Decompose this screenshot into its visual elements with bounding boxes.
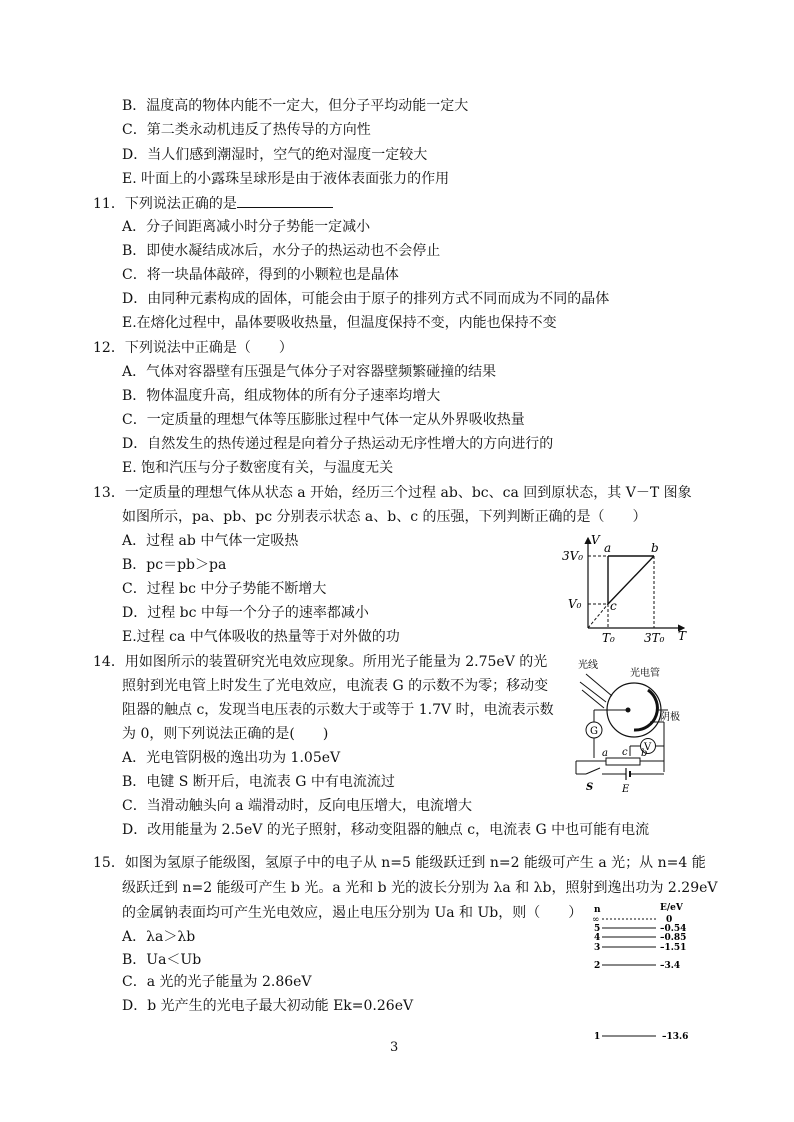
q13-stem-line2: 如图所示，pa、pb、pc 分别表示状态 a、b、c 的压强，下列判断正确的是（ ） (122, 509, 647, 525)
vt-label-c: c (610, 599, 617, 613)
q14-option-a: A．光电管阴极的逸出功为 1.05eV (122, 750, 341, 766)
q12-option-d: D．自然发生的热传递过程是向着分子热运动无序性增大的方向进行的 (122, 436, 554, 452)
level-e-inf: 0 (666, 915, 673, 925)
vt-label-t: T (678, 629, 687, 643)
tube-cathode (634, 690, 657, 730)
q11-option-b: B．即使水凝结成冰后，水分子的热运动也不会停止 (122, 243, 441, 259)
q14-stem-line4: 为 0，则下列说法正确的是( ) (122, 726, 329, 742)
q15-option-c: C．a 光的光子能量为 2.86eV (122, 974, 312, 990)
q13-option-e: E.过程 ca 中气体吸收的热量等于对外做的功 (122, 629, 400, 645)
level-header-e: E/eV (660, 903, 683, 913)
q13-option-d: D．过程 bc 中每一个分子的速率都减小 (122, 605, 369, 621)
switch-s (586, 768, 600, 774)
vt-label-a: a (604, 541, 612, 555)
level-n-4: 4 (594, 933, 601, 943)
level-n-inf: ∞ (592, 915, 600, 925)
q15-stem-line3: 的金属钠表面均可产生光电效应，遏止电压分别为 Ua 和 Ub，则（ ） (122, 905, 583, 921)
vt-label-t0: T₀ (602, 631, 615, 644)
vt-label-3v0: 3V₀ (562, 549, 584, 563)
vt-graph-figure (560, 532, 690, 644)
level-header-n: n (594, 905, 601, 915)
light-ray-1 (586, 674, 612, 696)
vt-process-bc (608, 556, 654, 604)
level-e-3: –1.51 (660, 943, 687, 953)
light-ray-3 (582, 690, 604, 708)
circuit-label-c: c (622, 747, 628, 758)
q15-option-b: B．Ua＜Ub (122, 952, 202, 968)
q14-option-d: D．改用能量为 2.5eV 的光子照射，移动变阻器的触点 c，电流表 G 中也可能有电流 (122, 822, 650, 838)
vt-label-v0: V₀ (568, 597, 582, 611)
q13-option-c: C．过程 bc 中分子势能不断增大 (122, 581, 327, 597)
circuit-label-light: 光线 (578, 660, 598, 671)
photoelectric-circuit-figure (572, 656, 688, 796)
prev-option-e: E. 叶面上的小露珠呈球形是由于液体表面张力的作用 (122, 171, 450, 187)
q12-option-c: C．一定质量的理想气体等压膨胀过程中气体一定从外界吸收热量 (122, 412, 525, 428)
q12-option-a: A．气体对容器壁有压强是气体分子对容器壁频繁碰撞的结果 (122, 364, 497, 380)
vt-label-b: b (651, 541, 659, 555)
level-e-4: –0.85 (660, 933, 687, 943)
level-n-1: 1 (594, 1032, 601, 1042)
circuit-label-v: V (644, 742, 652, 753)
prev-option-c: C．第二类永动机违反了热传导的方向性 (122, 122, 371, 138)
page-number: 3 (390, 1040, 399, 1055)
q15-option-d: D．b 光产生的光电子最大初动能 Ek=0.26eV (122, 998, 414, 1014)
q12-stem: 12．下列说法中正确是（ ） (93, 340, 293, 356)
rheostat (606, 758, 640, 765)
level-e-5: –0.54 (660, 924, 687, 934)
level-n-5: 5 (594, 924, 601, 934)
vt-label-3t0: 3T₀ (644, 631, 665, 644)
q15-stem-line2: 级跃迁到 n=2 能级可产生 b 光。a 光和 b 光的波长分别为 λa 和 λb，照射到逸出功为 2.29eV (122, 880, 718, 896)
q11-stem-text: 11．下列说法正确的是 (93, 196, 237, 212)
level-e-2: –3.4 (660, 961, 681, 971)
q11-option-e: E.在熔化过程中，晶体要吸收热量，但温度保持不变，内能也保持不变 (122, 315, 557, 331)
circuit-label-cathode: 阴极 (660, 712, 680, 723)
q11-answer-blank[interactable] (237, 193, 333, 208)
q12-option-b: B．物体温度升高，组成物体的所有分子速率均增大 (122, 388, 441, 404)
level-n-3: 3 (594, 943, 601, 953)
q14-option-c: C．当滑动触头向 a 端滑动时，反向电压增大，电流增大 (122, 798, 472, 814)
q11-option-d: D．由同种元素构成的固体，可能会由于原子的排列方式不同而成为不同的晶体 (122, 291, 610, 307)
q14-stem-line3: 阻器的触点 c，发现当电压表的示数大于或等于 1.7V 时，电流表示数 (122, 702, 554, 718)
vt-label-v: V (591, 533, 600, 547)
level-n-2: 2 (594, 961, 601, 971)
prev-option-b: B．温度高的物体内能不一定大，但分子平均动能一定大 (122, 98, 469, 114)
q15-option-a: A．λa＞λb (122, 929, 196, 945)
q14-stem-line2: 照射到光电管上时发生了光电效应，电流表 G 的示数不为零；移动变 (122, 678, 549, 694)
circuit-label-tube: 光电管 (630, 668, 660, 679)
q11-option-c: C．将一块晶体敲碎，得到的小颗粒也是晶体 (122, 267, 399, 283)
circuit-label-g: G (590, 726, 598, 737)
prev-option-d: D．当人们感到潮湿时，空气的绝对湿度一定较大 (122, 147, 428, 163)
circuit-label-e: E (622, 784, 630, 795)
vt-dashed-origin (588, 604, 608, 628)
circuit-label-s: S (586, 782, 594, 793)
q13-option-b: B．pc＝pb＞pa (122, 557, 227, 573)
circuit-label-a: a (602, 748, 608, 759)
q11-option-a: A．分子间距离减小时分子势能一定减小 (122, 219, 371, 235)
energy-level-diagram (590, 900, 700, 1050)
q15-stem-line1: 15．如图为氢原子能级图，氢原子中的电子从 n=5 能级跃迁到 n=2 能级可产生 a 光；从 n=4 能 (93, 855, 706, 871)
q13-option-a: A．过程 ab 中气体一定吸热 (122, 533, 299, 549)
q13-stem-line1: 13．一定质量的理想气体从状态 a 开始，经历三个过程 ab、bc、ca 回到原状态，其 V－T 图象 (93, 485, 692, 501)
level-e-1: –13.6 (662, 1032, 689, 1042)
circuit-label-b: b (641, 748, 648, 759)
q12-option-e: E. 饱和汽压与分子数密度有关，与温度无关 (122, 460, 394, 476)
q11-stem (93, 193, 333, 213)
q14-stem-line1: 14．用如图所示的装置研究光电效应现象。所用光子能量为 2.75eV 的光 (93, 654, 548, 670)
q14-option-b: B．电键 S 断开后，电流表 G 中有电流流过 (122, 774, 395, 790)
